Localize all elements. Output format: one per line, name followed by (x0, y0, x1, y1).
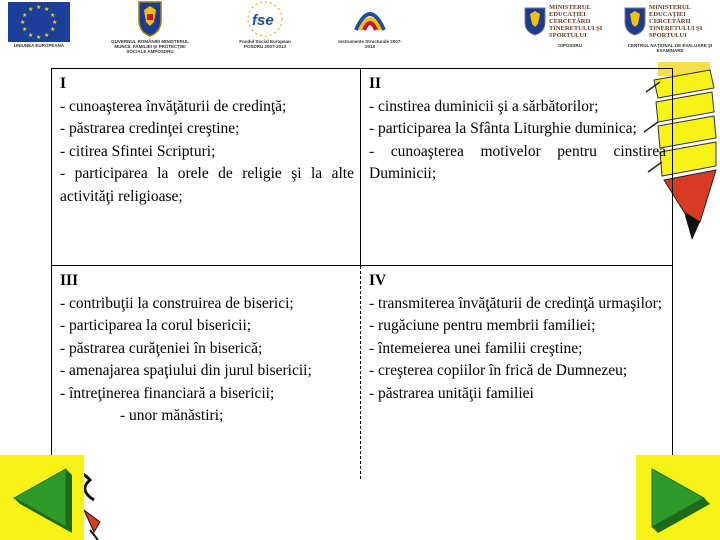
next-slide-button[interactable] (636, 455, 720, 540)
list-item: - păstrarea credinţei creştine; (60, 120, 240, 137)
list-item: - unor mănăstiri; (120, 407, 224, 424)
list-item: - creşterea copiilor în frică de Dumnezeu; (369, 362, 628, 379)
cell-number: II (369, 75, 382, 92)
list-item: - păstrarea unităţii familiei (369, 384, 534, 402)
list-item: - cinstirea duminicii şi a sărbătorilor; (369, 97, 599, 115)
left-triangle-arrow-icon (0, 455, 84, 540)
romania-coat-of-arms-icon (135, 0, 165, 38)
ministry-seal-icon (523, 6, 547, 36)
list-item: - rugăciune pentru membrii familiei; (369, 317, 596, 334)
table-cell-iv (361, 266, 672, 479)
list-item: - cunoaşterea motivelor pentru cinstirea Duminicii; (369, 142, 666, 182)
list-item: - păstrarea curăţeniei în biserică; (60, 339, 263, 357)
list-item: - întreţinerea financiară a bisericii; (60, 384, 275, 402)
list-item: - participarea la corul bisericii; (60, 317, 252, 334)
table-cell-iii (52, 266, 361, 479)
list-item: - participarea la orele de religie şi la alte activităţi religioase; (60, 165, 354, 205)
oiposdru-logo: MINISTERUL EDUCAŢIEI CERCETĂRII TINERETULUI ŞI SPORTULUI OIPOSDRU (520, 0, 620, 48)
list-item: - transmiterea învăţăturii de credinţă urmaşilor; (369, 294, 663, 312)
cell-number: III (60, 272, 79, 289)
list-item: - cunoaşterea învăţăturii de credinţă; (60, 97, 287, 115)
eu-flag-icon: ★ ★ ★ ★ ★ ★ ★ ★ ★ ★ ★ ★ (8, 2, 70, 42)
previous-slide-button[interactable] (0, 455, 84, 540)
fse-mark: fse (252, 12, 274, 29)
cnee-logo: MINISTERUL EDUCAŢIEI CERCETĂRII TINERETULUI ŞI SPORTULUI CENTRUL NAŢIONAL DE EVALUARE ŞI EXAMINARE (620, 0, 720, 53)
cell-number: I (60, 75, 67, 92)
header-logo-bar (0, 0, 720, 62)
list-item: - contribuţii la construirea de biserici; (60, 294, 294, 312)
romania-government-logo: GUVERNUL ROMÂNIEI MINISTERUL MUNCII, FAMILIEI ŞI PROTECŢIEI SOCIALE AMPOSDRU (110, 0, 190, 54)
structural-instruments-icon (350, 0, 390, 38)
table-cell-ii (361, 69, 672, 266)
list-item: - participarea la Sfânta Liturghie duminica; (369, 120, 637, 137)
list-item: - amenajarea spaţiului din jurul bisericii; (60, 362, 312, 379)
fse-icon (238, 0, 292, 38)
list-item: - citirea Sfintei Scripturi; (60, 142, 216, 160)
structural-instruments-logo: Instrumente Structurale 2007-2013 (335, 0, 405, 49)
cell-number: IV (369, 272, 387, 289)
fse-logo: fse Fondul Social European POSDRU 2007-2013 (230, 0, 300, 49)
table-cell-i (52, 69, 361, 266)
content-table (51, 68, 673, 479)
eu-logo: ★ ★ ★ ★ ★ ★ ★ ★ ★ ★ ★ ★ UNIUNEA EUROPEANĂ (4, 0, 74, 48)
right-triangle-arrow-icon (636, 455, 720, 540)
list-item: - întemeierea unei familii creştine; (369, 339, 583, 357)
ministry-seal-icon (623, 6, 647, 36)
